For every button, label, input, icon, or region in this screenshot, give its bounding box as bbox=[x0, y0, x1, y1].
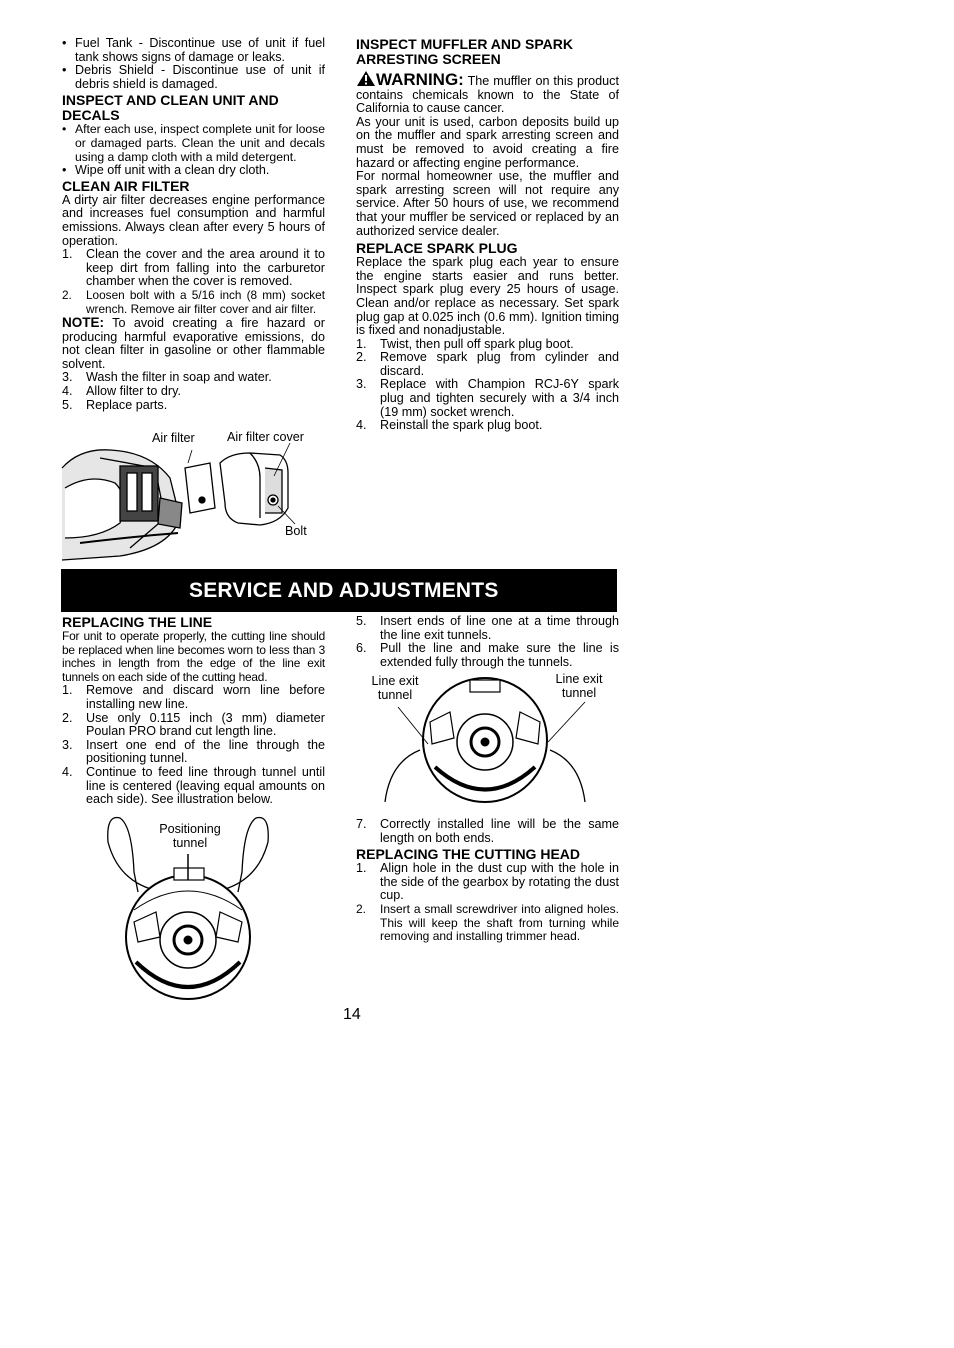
heading-inspect-muffler: INSPECT MUFFLER AND SPARK ARRESTING SCREEN bbox=[356, 36, 573, 67]
right-column-bottom-b bbox=[356, 818, 619, 944]
label-line-exit-right: Line exit tunnel bbox=[555, 672, 603, 700]
bullet-debris-shield: • Debris Shield - Discontinue use of unit if debris shield is damaged. bbox=[62, 63, 325, 91]
step-head-1: 1. Align hole in the dust cup with the hole in the side of the gearbox by rotating the dust cup. bbox=[356, 861, 619, 903]
bullet-after-use: • After each use, inspect complete unit for loose or damaged parts. Clean the unit and decals using a damp cloth with a mild detergent. bbox=[62, 122, 325, 164]
step-air-2: 2. Loosen bolt with a 5/16 inch (8 mm) socket wrench. Remove air filter cover and air filter. bbox=[62, 287, 325, 316]
step-plug-2: 2. Remove spark plug from cylinder and discard. bbox=[356, 350, 619, 378]
step-plug-3: 3. Replace with Champion RCJ-6Y spark plug and tighten securely with a 3/4 inch (19 mm) socket wrench. bbox=[356, 377, 619, 419]
paragraph-air-filter: A dirty air filter decreases engine performance and increases fuel consumption and harmful emissions. Always clean after every 5 hours of operation. bbox=[62, 192, 325, 248]
label-bolt: Bolt bbox=[285, 524, 307, 538]
right-column-bottom-a bbox=[356, 615, 619, 669]
left-column-top bbox=[62, 37, 325, 412]
page-number: 14 bbox=[343, 1006, 361, 1023]
label-line-exit-left: Line exit tunnel bbox=[371, 674, 419, 702]
step-air-5: 5. Replace parts. bbox=[62, 397, 168, 412]
step-line-1: 1. Remove and discard worn line before installing new line. bbox=[62, 683, 325, 711]
step-air-4: 4. Allow filter to dry. bbox=[62, 384, 181, 399]
section-banner bbox=[61, 569, 617, 612]
paragraph-spark-plug: Replace the spark plug each year to ensure the engine starts easier and runs better. Inspect spark plug every 25 hours of usage. Clean and/or replace as necessary. Set spark plug gap at 0.025 inch (0.6 mm). Ignition timing is fixed and nonadjustable. bbox=[356, 255, 619, 338]
heading-replace-spark-plug: REPLACE SPARK PLUG bbox=[356, 240, 518, 257]
label-air-filter: Air filter bbox=[152, 431, 195, 445]
heading-replacing-line: REPLACING THE LINE bbox=[62, 614, 213, 630]
bullet-fuel-tank: • Fuel Tank - Discontinue use of unit if fuel tank shows signs of damage or leaks. bbox=[62, 36, 325, 64]
warning-paragraph: WARNING: The muffler on this product contains chemicals known to the State of California to cause cancer. bbox=[356, 70, 619, 116]
right-column-top bbox=[356, 37, 619, 433]
paragraph-carbon: As your unit is used, carbon deposits build up on the muffler and spark arresting screen and must be removed to avoid creating a fire hazard or affecting engine performance. bbox=[356, 114, 619, 170]
step-line-7: 7. Correctly installed line will be the same length on both ends. bbox=[356, 817, 619, 845]
warning-triangle-icon bbox=[356, 70, 376, 87]
air-filter-illustration bbox=[60, 428, 330, 563]
note-paragraph: NOTE: To avoid creating a fire hazard or producing harmful evaporative emissions, do not clean filter in gasoline or other flammable solvent. bbox=[62, 315, 325, 371]
step-line-5: 5. Insert ends of line one at a time through the line exit tunnels. bbox=[356, 614, 619, 642]
warning-label: WARNING: bbox=[376, 70, 464, 89]
step-air-1: 1. Clean the cover and the area around it to keep dirt from falling into the carburetor chamber when the cover is removed. bbox=[62, 247, 325, 289]
note-label: NOTE: bbox=[62, 315, 104, 331]
step-plug-4: 4. Reinstall the spark plug boot. bbox=[356, 418, 543, 433]
heading-inspect-clean: INSPECT AND CLEAN UNIT AND DECALS bbox=[62, 92, 279, 124]
label-positioning-tunnel: Positioning tunnel bbox=[159, 822, 221, 850]
paragraph-homeowner: For normal homeowner use, the muffler and spark arresting screen will not require any service. After 50 hours of use, we recommend that your muffler be serviced or replaced by an authorized service dealer. bbox=[356, 169, 619, 238]
heading-clean-air-filter: CLEAN AIR FILTER bbox=[62, 177, 190, 194]
step-line-2: 2. Use only 0.115 inch (3 mm) diameter Poulan PRO brand cut length line. bbox=[62, 710, 325, 739]
step-line-4: 4. Continue to feed line through tunnel until line is centered (leaving equal amounts on each side). See illustration below. bbox=[62, 764, 325, 807]
paragraph-line-intro: For unit to operate properly, the cutting line should be replaced when line becomes worn to less than 3 inches in length from the edge of the line exit tunnels on each side of the cutting head. bbox=[62, 629, 325, 684]
step-plug-1: 1. Twist, then pull off spark plug boot. bbox=[356, 336, 574, 351]
bullet-wipe: • Wipe off unit with a clean dry cloth. bbox=[62, 163, 270, 178]
banner-title: SERVICE AND ADJUSTMENTS bbox=[189, 579, 499, 602]
step-head-2: 2. Insert a small screwdriver into aligned holes. This will keep the shaft from turning while removing and installing trimmer head. bbox=[356, 901, 619, 944]
heading-replacing-cutting-head: REPLACING THE CUTTING HEAD bbox=[356, 846, 580, 863]
label-air-filter-cover: Air filter cover bbox=[227, 430, 304, 444]
left-column-bottom bbox=[62, 615, 325, 807]
step-line-3: 3. Insert one end of the line through the positioning tunnel. bbox=[62, 737, 325, 766]
step-air-3: 3. Wash the filter in soap and water. bbox=[62, 370, 272, 385]
step-line-6: 6. Pull the line and make sure the line is extended fully through the tunnels. bbox=[356, 641, 619, 669]
